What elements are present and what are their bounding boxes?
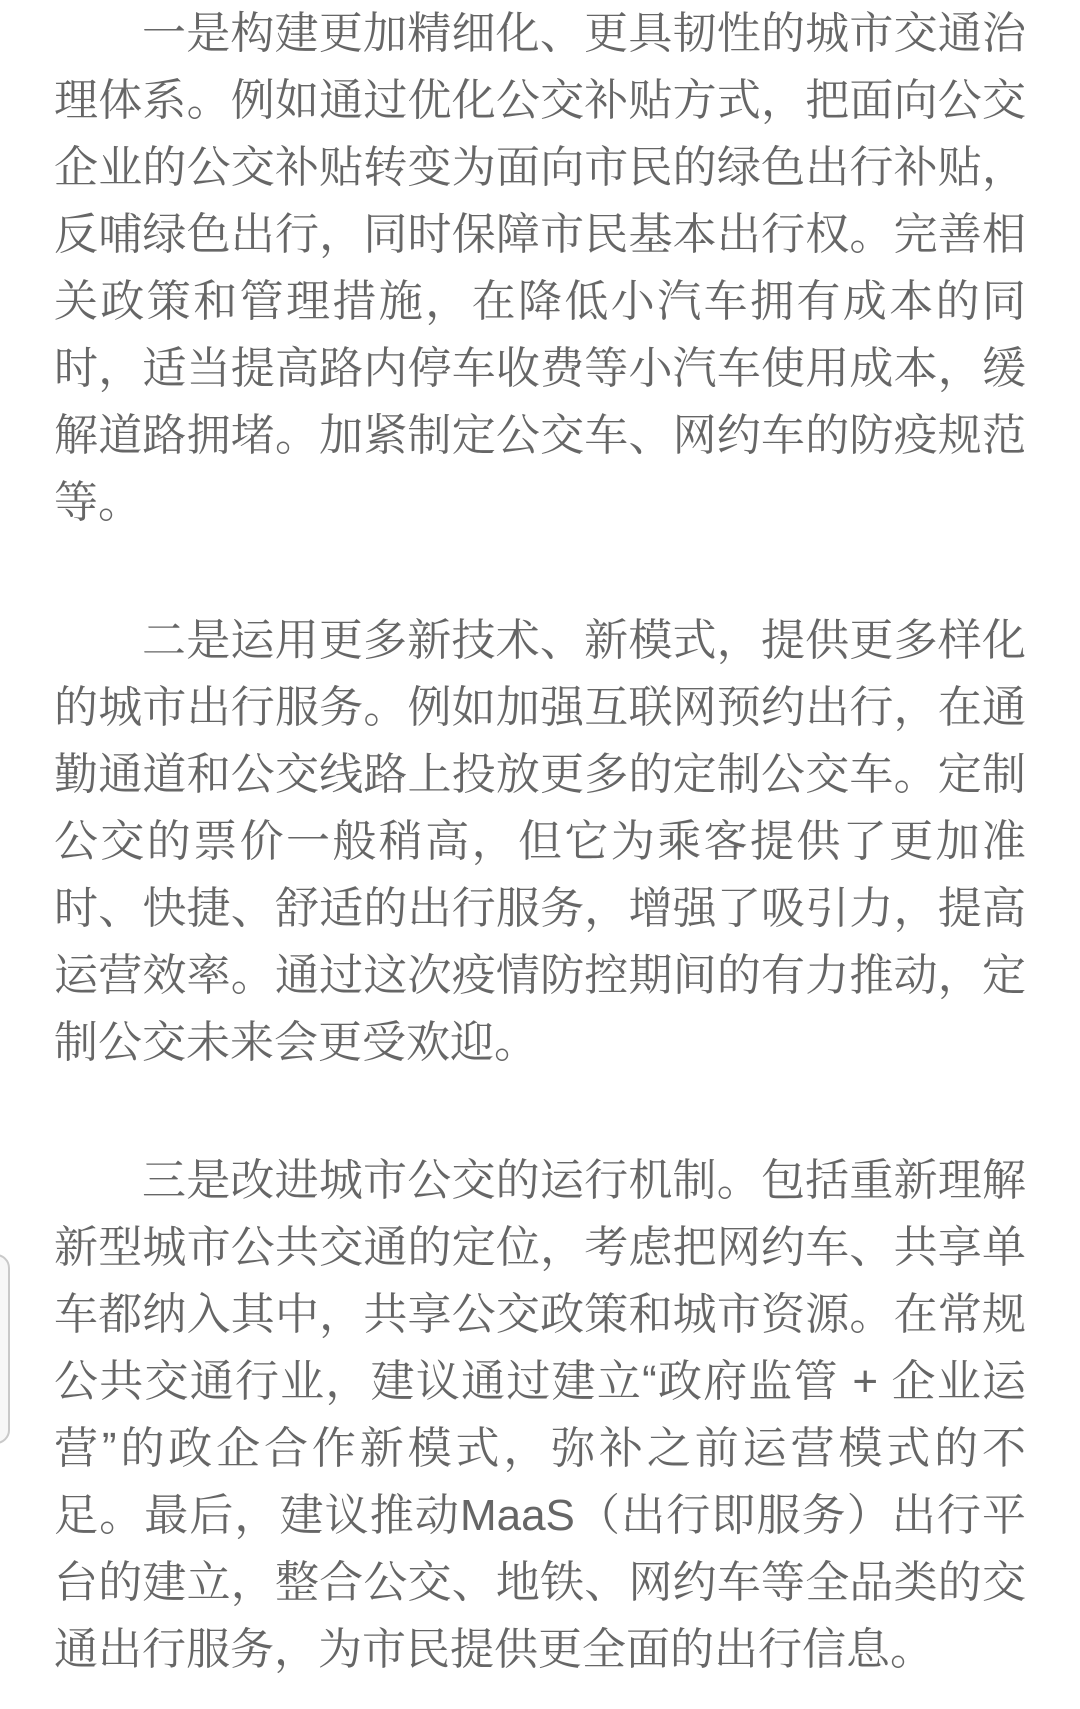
scrollbar-thumb[interactable] <box>0 1254 10 1444</box>
paragraph-point-one: 一是构建更加精细化、更具韧性的城市交通治理体系。例如通过优化公交补贴方式，把面向公交企业的公交补贴转变为面向市民的绿色出行补贴，反哺绿色出行，同时保障市民基本出行权。完善相关政策和管理措施，在降低小汽车拥有成本的同时，适当提高路内停车收费等小汽车使用成本，缓解道路拥堵。加紧制定公交车、网约车的防疫规范等。 <box>54 9 1026 527</box>
paragraph-point-three: 三是改进城市公交的运行机制。包括重新理解新型城市公共交通的定位，考虑把网约车、共享单车都纳入其中，共享公交政策和城市资源。在常规公共交通行业，建议通过建立“政府监管 + 企业运营”的政企合作新模式，弥补之前运营模式的不足。最后，建议推动MaaS（出行即服务）出行平台的建立，整合公交、地铁、网约车等全品类的交通出行服务，为市民提供更全面的出行信息。 <box>54 1156 1026 1674</box>
paragraph-point-two: 二是运用更多新技术、新模式，提供更多样化的城市出行服务。例如加强互联网预约出行，在通勤通道和公交线路上投放更多的定制公交车。定制公交的票价一般稍高，但它为乘客提供了更加准时、快捷、舒适的出行服务，增强了吸引力，提高运营效率。通过这次疫情防控期间的有力推动，定制公交未来会更受欢迎。 <box>54 616 1026 1067</box>
